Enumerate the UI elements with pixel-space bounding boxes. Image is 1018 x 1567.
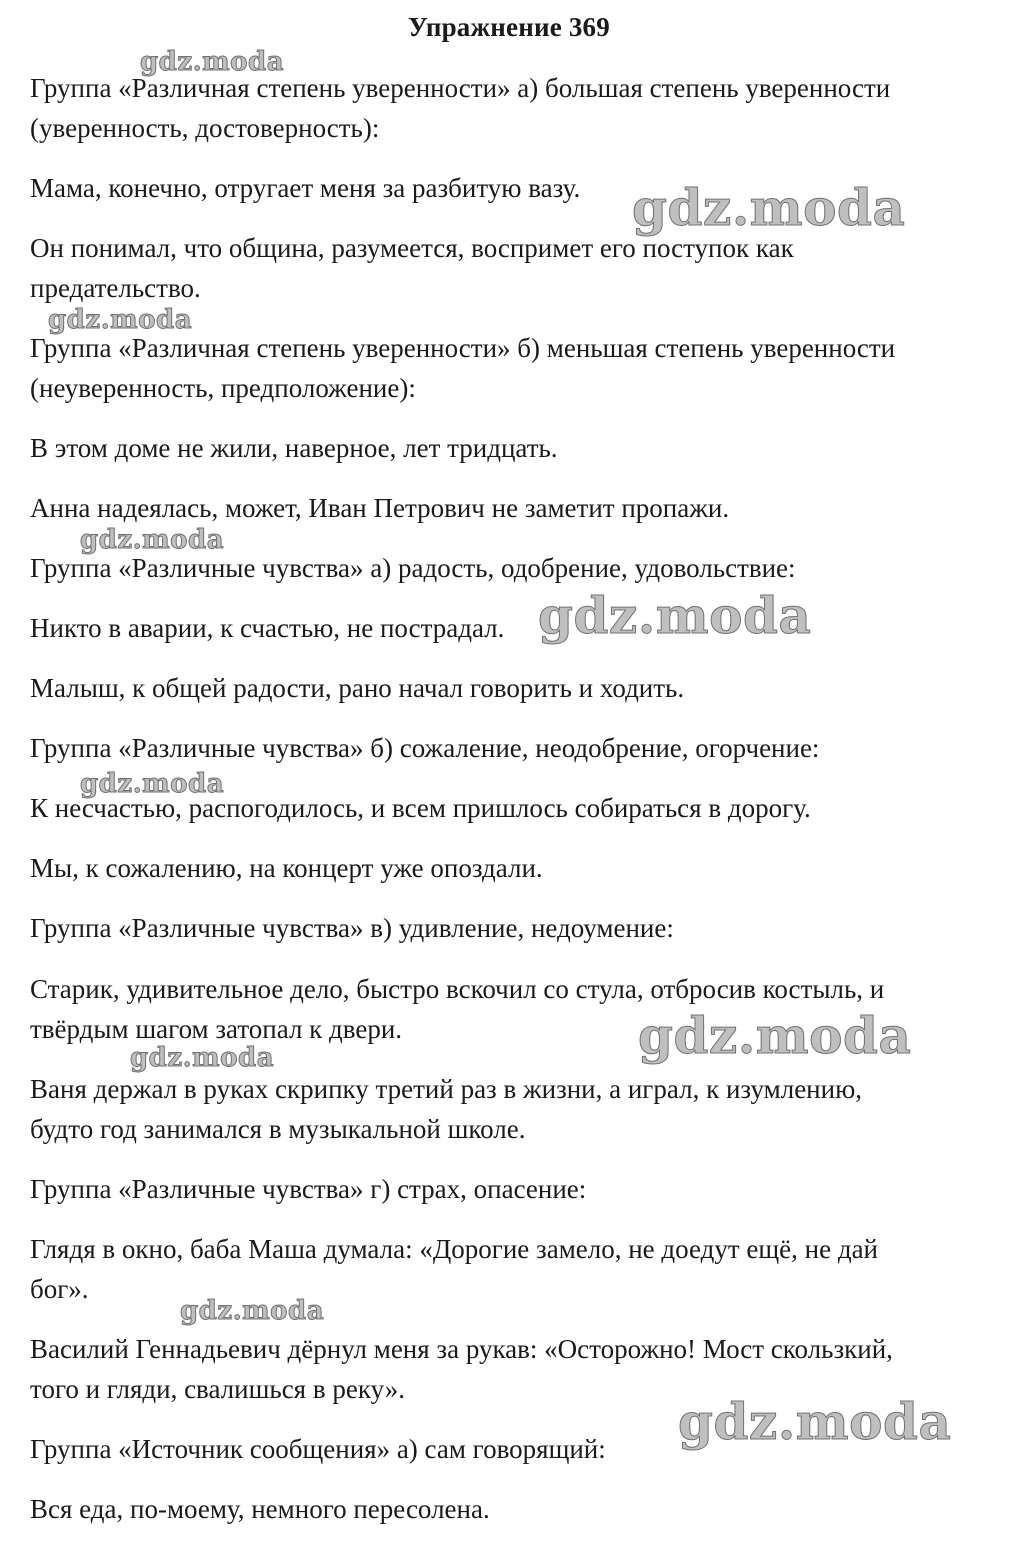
paragraph-example: Василий Геннадьевич дёрнул меня за рукав: «Осторожно! Мост скользкий, того и гляди, свалишься в реку». (30, 1334, 893, 1404)
paragraph-group-certainty-high: Группа «Различная степень уверенности» а) большая степень уверенности (уверенность, достоверность): (30, 73, 891, 143)
watermark: gdz.moda (80, 525, 225, 555)
watermark: gdz.moda (48, 305, 193, 335)
paragraph-example: Старик, удивительное дело, быстро вскочил со стула, отбросив костыль, и твёрдым шагом затопал к двери. (30, 974, 885, 1044)
watermark: gdz.moda (632, 178, 906, 237)
watermark: gdz.moda (80, 769, 225, 799)
paragraph-example: Мама, конечно, отругает меня за разбитую вазу. (30, 173, 581, 203)
paragraph-example: Ваня держал в руках скрипку третий раз в жизни, а играл, к изумлению, будто год занимался в музыкальной школе. (30, 1074, 863, 1144)
paragraph-example: К несчастью, распогодилось, и всем пришлось собираться в дорогу. (30, 793, 811, 823)
paragraph-example: Никто в аварии, к счастью, не пострадал. (30, 613, 505, 643)
paragraph-example: Мы, к сожалению, на концерт уже опоздали. (30, 853, 543, 883)
paragraph-example: Глядя в окно, баба Маша думала: «Дорогие замело, не доедут ещё, не дай бог». (30, 1234, 879, 1304)
watermark: gdz.moda (180, 1296, 325, 1326)
paragraph-group-feelings-joy: Группа «Различные чувства» а) радость, одобрение, удовольствие: (30, 553, 796, 583)
watermark: gdz.moda (130, 1043, 275, 1073)
paragraph-group-feelings-surprise: Группа «Различные чувства» в) удивление, недоумение: (30, 913, 674, 943)
paragraph-example: Малыш, к общей радости, рано начал говорить и ходить. (30, 673, 685, 703)
paragraph-group-feelings-regret: Группа «Различные чувства» б) сожаление, неодобрение, огорчение: (30, 733, 820, 763)
paragraph-group-feelings-fear: Группа «Различные чувства» г) страх, опасение: (30, 1174, 587, 1204)
paragraph-example: Анна надеялась, может, Иван Петрович не заметит пропажи. (30, 493, 730, 523)
paragraph-example: Вся еда, по-моему, немного пересолена. (30, 1494, 490, 1524)
paragraph-example: В этом доме не жили, наверное, лет тридцать. (30, 433, 558, 463)
exercise-title: Упражнение 369 (408, 12, 610, 42)
watermark: gdz.moda (538, 586, 812, 645)
paragraph-group-certainty-low: Группа «Различная степень уверенности» б) меньшая степень уверенности (неуверенность, предположение): (30, 333, 896, 403)
watermark: gdz.moda (140, 47, 285, 77)
watermark: gdz.moda (638, 1006, 912, 1065)
watermark: gdz.moda (678, 1392, 952, 1451)
paragraph-example: Он понимал, что община, разумеется, воспримет его поступок как предательство. (30, 233, 794, 303)
paragraph-group-source: Группа «Источник сообщения» а) сам говорящий: (30, 1434, 606, 1464)
